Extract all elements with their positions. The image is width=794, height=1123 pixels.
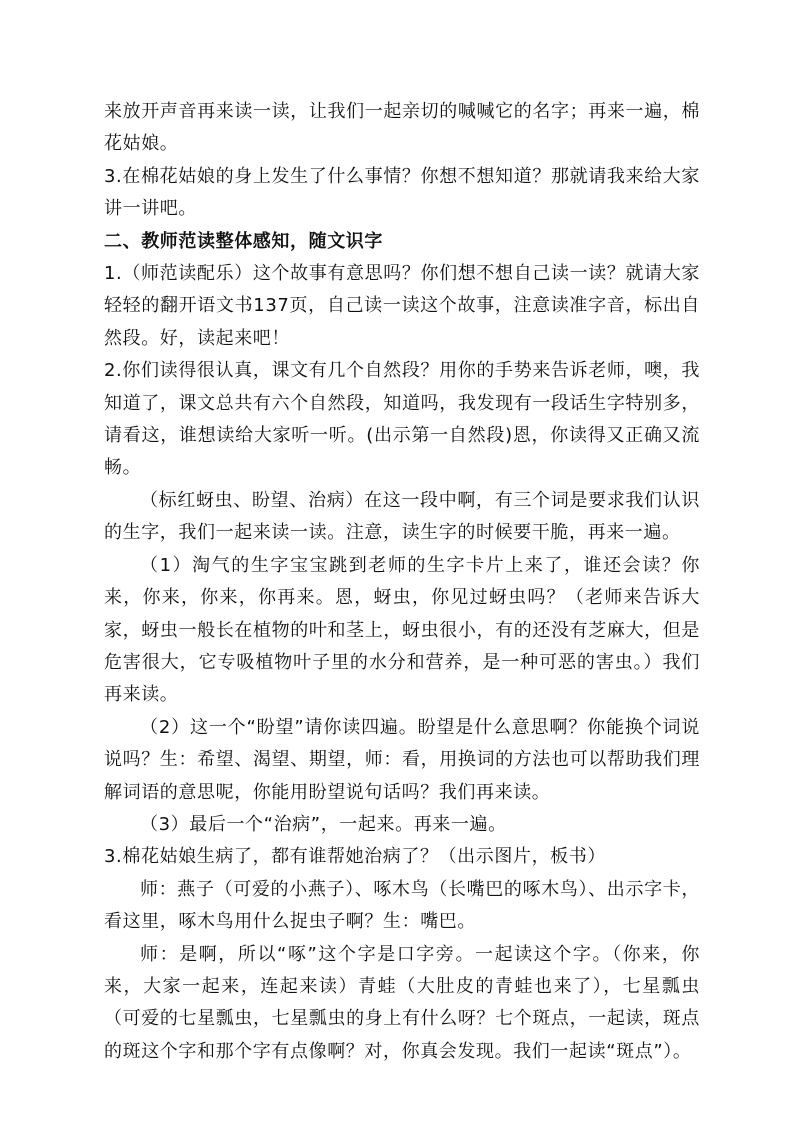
paragraph-8: （2）这一个“盼望”请你读四遍。盼望是什么意思啊？你能换个词说说吗？生：希望、渴望、期望，师：看，用换词的方法也可以帮助我们理解词语的意思呢，你能用盼望说句话吗？我们再来读。 — [104, 716, 700, 803]
paragraph-4: 1.（师范读配乐）这个故事有意思吗？你们想不想自己读一读？就请大家轻轻的翻开语文书137页，自己读一读这个故事，注意读准字音，标出自然段。好，读起来吧！ — [104, 263, 700, 349]
document-body — [104, 96, 700, 1068]
paragraph-10: 3.棉花姑娘生病了，都有谁帮她治病了？（出示图片，板书） — [104, 846, 606, 868]
paragraph-12: 师：是啊，所以“啄”这个字是口字旁。一起读这个字。（你来，你来，大家一起来，连起来读）青蛙（大肚皮的青蛙也来了），七星瓢虫（可爱的七星瓢虫，七星瓢虫的身上有什么呀？七个斑点，一起读，斑点的斑这个字和那个字有点像啊？对，你真会发现。我们一起读“斑点”）。 — [104, 943, 700, 1062]
paragraph-7: （1）淘气的生字宝宝跳到老师的生字卡片上来了，谁还会读？你来，你来，你来，你再来。恩，蚜虫，你见过蚜虫吗？（老师来告诉大家，蚜虫一般长在植物的叶和茎上，蚜虫很小，有的还没有芝麻大，但是危害很大，它专吸植物叶子里的水分和营养，是一种可恶的害虫。）我们再来读。 — [104, 554, 700, 706]
paragraph-11: 师：燕子（可爱的小燕子）、啄木鸟（长嘴巴的啄木鸟）、出示字卡，看这里，啄木鸟用什么捉虫子啊？生：嘴巴。 — [104, 878, 700, 933]
section-heading: 二、教师范读整体感知，随文识字 — [104, 230, 383, 252]
paragraph-5: 2.你们读得很认真，课文有几个自然段？用你的手势来告诉老师，噢，我知道了，课文总共有六个自然段，知道吗，我发现有一段话生字特别多，请看这，谁想读给大家听一听。(出示第一自然段)恩，你读得又正确又流畅。 — [104, 360, 700, 479]
paragraph-9: （3）最后一个“治病”，一起来。再来一遍。 — [140, 813, 507, 835]
paragraph-6: （标红蚜虫、盼望、治病）在这一段中啊，有三个词是要求我们认识的生字，我们一起来读一读。注意，读生字的时候要干脆，再来一遍。 — [104, 489, 700, 544]
paragraph-2: 3.在棉花姑娘的身上发生了什么事情？你想不想知道？那就请我来给大家讲一讲吧。 — [104, 165, 700, 220]
paragraph-1: 来放开声音再来读一读，让我们一起亲切的喊喊它的名字；再来一遍，棉花姑娘。 — [104, 101, 700, 155]
